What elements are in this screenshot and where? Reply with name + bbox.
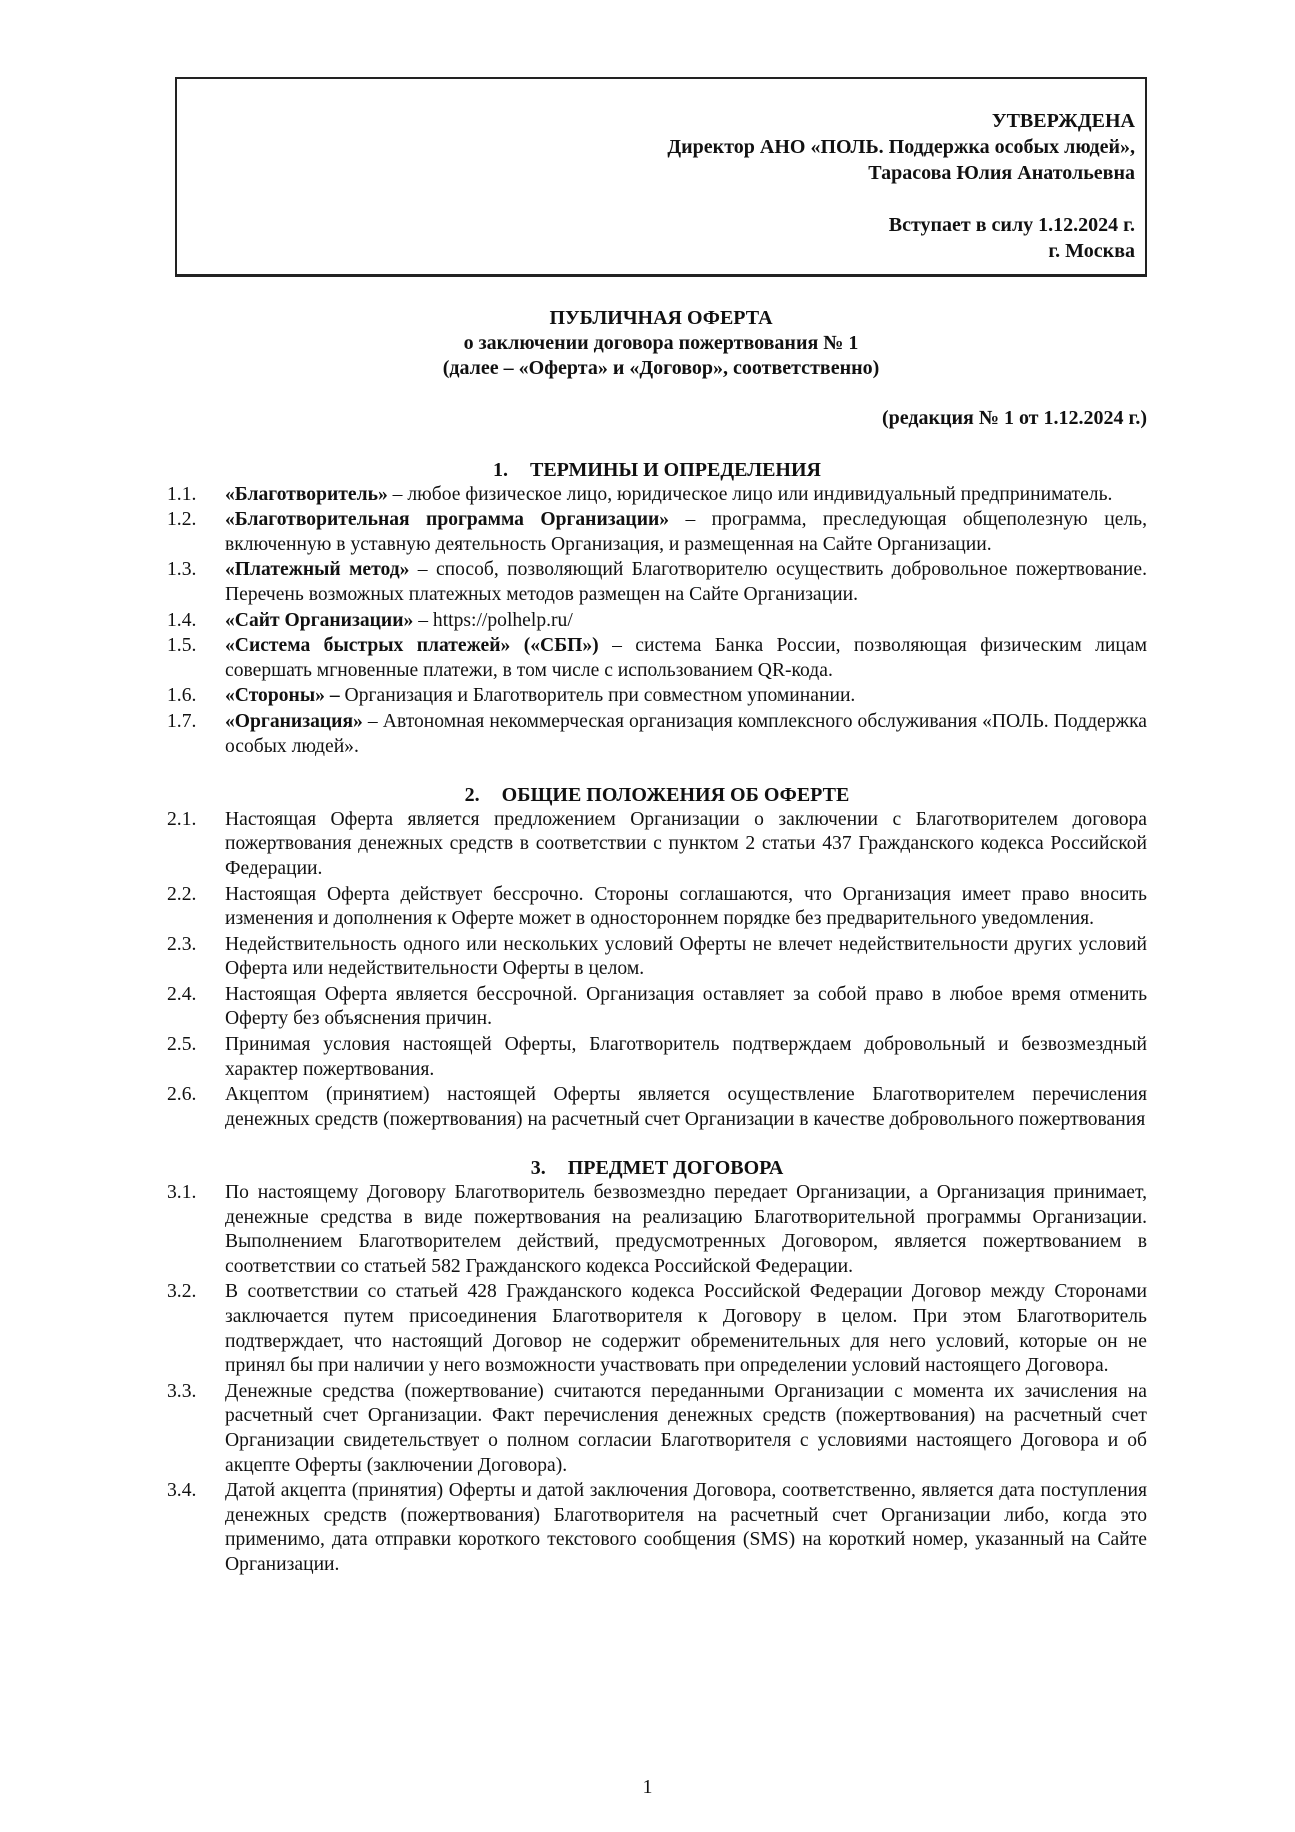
clause-text bbox=[225, 983, 1147, 1032]
clause bbox=[167, 883, 1147, 932]
clause-text bbox=[225, 483, 1147, 508]
clause-text bbox=[225, 1479, 1147, 1577]
clause-text bbox=[225, 1280, 1147, 1378]
section-number: 2. bbox=[464, 784, 480, 807]
edition-note: (редакция № 1 от 1.12.2024 г.) bbox=[881, 407, 1147, 429]
clause bbox=[167, 558, 1147, 607]
document-title bbox=[175, 306, 1147, 381]
clause bbox=[167, 1479, 1147, 1577]
clause-body: Датой акцепта (принятия) Оферты и датой заключения Договора, соответственно, является дата поступления денежных средств (пожертвования) Благотворителя на расчетный счет Организации либо, когда это применимо, дата отправки короткого текстового сообщения (SMS) на короткий номер, указанный на Сайте Организации. bbox=[225, 1480, 1147, 1575]
section-heading bbox=[167, 783, 1147, 808]
clause-text bbox=[225, 808, 1147, 882]
section-heading-text: ОБЩИЕ ПОЛОЖЕНИЯ ОБ ОФЕРТЕ bbox=[501, 784, 850, 807]
clause bbox=[167, 609, 1147, 634]
clause-body: Организация и Благотворитель при совместном упоминании. bbox=[339, 685, 856, 707]
section-heading-text: ТЕРМИНЫ И ОПРЕДЕЛЕНИЯ bbox=[529, 459, 821, 481]
clause bbox=[167, 933, 1147, 982]
clause bbox=[167, 1280, 1147, 1378]
clause-body: По настоящему Договору Благотворитель безвозмездно передает Организации, а Организация принимает, денежные средства в виде пожертвования на реализацию Благотворительной программы Организации. Выполнением Благотворителем действий, предусмотренных Договором, является пожертвованием в соответствии со статьей 582 Гражданского кодекса Российской Федерации. bbox=[225, 1182, 1147, 1277]
clause-text bbox=[225, 609, 1147, 634]
approval-block bbox=[667, 108, 1135, 264]
clause-body: – программа, преследующая общеполезную цель, включенную в уставную деятельность Организация, и размещенная на Сайте Организации. bbox=[225, 509, 1147, 555]
clause bbox=[167, 983, 1147, 1032]
clause-number: 2.6. bbox=[167, 1084, 197, 1106]
clause-number: 2.2. bbox=[167, 883, 197, 905]
approval-director: Директор АНО «ПОЛЬ. Поддержка особых людей», bbox=[667, 136, 1135, 158]
clause-body: В соответствии со статьей 428 Гражданского кодекса Российской Федерации Договор между Сторонами заключается путем присоединения Благотворителя к Договору в целом. При этом Благотворитель подтверждает, что настоящий Договор не содержит обременительных для него условий, которые он не принял бы при наличии у него возможности участвовать при определении условий настоящего Договора. bbox=[225, 1281, 1147, 1377]
clause-number: 1.5. bbox=[167, 635, 197, 657]
section-heading bbox=[167, 458, 1147, 483]
clause-number: 1.4. bbox=[167, 609, 197, 631]
title-sub1: о заключении договора пожертвования № 1 bbox=[463, 332, 859, 354]
section-heading bbox=[167, 1156, 1147, 1181]
clause-term: «Организация» bbox=[225, 710, 363, 732]
section bbox=[167, 458, 1147, 759]
clause-number: 1.2. bbox=[167, 509, 197, 531]
clause-body: Акцептом (принятием) настоящей Оферты является осуществление Благотворителем перечисления денежных средств (пожертвования) на расчетный счет Организации в качестве добровольного пожертвования bbox=[225, 1084, 1147, 1130]
clause-body: Настоящая Оферта является предложением Организации о заключении с Благотворителем договора пожертвования денежных средств в соответствии с пунктом 2 статьи 437 Гражданского кодекса Российской Федерации. bbox=[225, 808, 1147, 879]
clause-text bbox=[225, 710, 1147, 759]
effective-date: Вступает в силу 1.12.2024 г. bbox=[888, 214, 1135, 236]
clause-body: Денежные средства (пожертвование) считаются переданными Организации с момента их зачисления на расчетный счет Организации. Факт перечисления денежных средств (пожертвования) на расчетный счет Организации свидетельствует о полном согласии Благотворителя с условиями настоящего Договора и об акцепте Оферты (заключении Договора). bbox=[225, 1380, 1147, 1476]
clause bbox=[167, 1380, 1147, 1478]
clause-body: – система Банка России, позволяющая физическим лицам совершать мгновенные платежи, в том числе с использованием QR-кода. bbox=[225, 635, 1147, 681]
clause-body: – способ, позволяющий Благотворителю осуществить добровольное пожертвование. Перечень возможных платежных методов размещен на Сайте Организации. bbox=[225, 559, 1147, 605]
clause-number: 1.1. bbox=[167, 483, 197, 505]
clause-number: 2.3. bbox=[167, 933, 197, 955]
clause-term: «Благотворитель» bbox=[225, 483, 388, 505]
clause-text bbox=[225, 1033, 1147, 1082]
clause-text bbox=[225, 883, 1147, 932]
clause-number: 3.2. bbox=[167, 1281, 197, 1303]
clause-text bbox=[225, 684, 1147, 709]
clause-number: 2.1. bbox=[167, 808, 197, 830]
clause-text bbox=[225, 508, 1147, 557]
clause bbox=[167, 808, 1147, 882]
clause-term: «Стороны» – bbox=[225, 685, 340, 707]
clause bbox=[167, 483, 1147, 508]
clause-term: «Система быстрых платежей» («СБП») bbox=[225, 635, 599, 657]
clause-body: Принимая условия настоящей Оферты, Благотворитель подтверждаем добровольный и безвозмездный характер пожертвования. bbox=[225, 1034, 1147, 1080]
clause-body: Недействительность одного или нескольких условий Оферты не влечет недействительности других условий Оферта или недействительности Оферты в целом. bbox=[225, 933, 1147, 980]
clause-text bbox=[225, 1380, 1147, 1478]
clause bbox=[167, 634, 1147, 683]
clause-body: – https://polhelp.ru/ bbox=[413, 609, 573, 631]
clause bbox=[167, 1083, 1147, 1132]
approval-name: Тарасова Юлия Анатольевна bbox=[868, 162, 1135, 184]
document-body bbox=[167, 458, 1147, 1602]
clause-term: «Сайт Организации» bbox=[225, 609, 414, 631]
clause-body: – Автономная некоммерческая организация комплексного обслуживания «ПОЛЬ. Поддержка особых людей». bbox=[225, 710, 1147, 757]
clause-text bbox=[225, 1083, 1147, 1132]
section bbox=[167, 783, 1147, 1132]
title-main: ПУБЛИЧНАЯ ОФЕРТА bbox=[549, 307, 773, 329]
clause-term: «Благотворительная программа Организации» bbox=[225, 509, 670, 531]
section-number: 1. bbox=[492, 459, 508, 481]
clause bbox=[167, 684, 1147, 709]
clause-term: «Платежный метод» bbox=[225, 559, 410, 581]
clause-number: 3.3. bbox=[167, 1380, 197, 1402]
clause-number: 1.7. bbox=[167, 710, 197, 732]
section-number: 3. bbox=[530, 1157, 546, 1180]
clause bbox=[167, 508, 1147, 557]
clause-number: 3.1. bbox=[167, 1182, 197, 1204]
clause bbox=[167, 710, 1147, 759]
page-number: 1 bbox=[642, 1776, 653, 1798]
clause-text bbox=[225, 558, 1147, 607]
clause-text bbox=[225, 1181, 1147, 1279]
section-heading-text: ПРЕДМЕТ ДОГОВОРА bbox=[567, 1157, 784, 1180]
clause-number: 2.5. bbox=[167, 1034, 197, 1056]
clause bbox=[167, 1033, 1147, 1082]
clause-number: 2.4. bbox=[167, 983, 197, 1005]
approval-heading: УТВЕРЖДЕНА bbox=[991, 110, 1135, 132]
clause-number: 1.3. bbox=[167, 559, 197, 581]
section bbox=[167, 1156, 1147, 1577]
clause-text bbox=[225, 933, 1147, 982]
clause-body: Настоящая Оферта является бессрочной. Организация оставляет за собой право в любое время отменить Оферту без объяснения причин. bbox=[225, 983, 1147, 1030]
title-sub2: (далее – «Оферта» и «Договор», соответственно) bbox=[442, 357, 880, 379]
clause bbox=[167, 1181, 1147, 1279]
clause-number: 1.6. bbox=[167, 685, 197, 707]
city: г. Москва bbox=[1048, 240, 1135, 262]
clause-body: – любое физическое лицо, юридическое лицо или индивидуальный предприниматель. bbox=[387, 483, 1113, 505]
clause-number: 3.4. bbox=[167, 1480, 197, 1502]
clause-text bbox=[225, 634, 1147, 683]
clause-body: Настоящая Оферта действует бессрочно. Стороны соглашаются, что Организация имеет право вносить изменения и дополнения к Оферте может в одностороннем порядке без предварительного уведомления. bbox=[225, 883, 1147, 930]
